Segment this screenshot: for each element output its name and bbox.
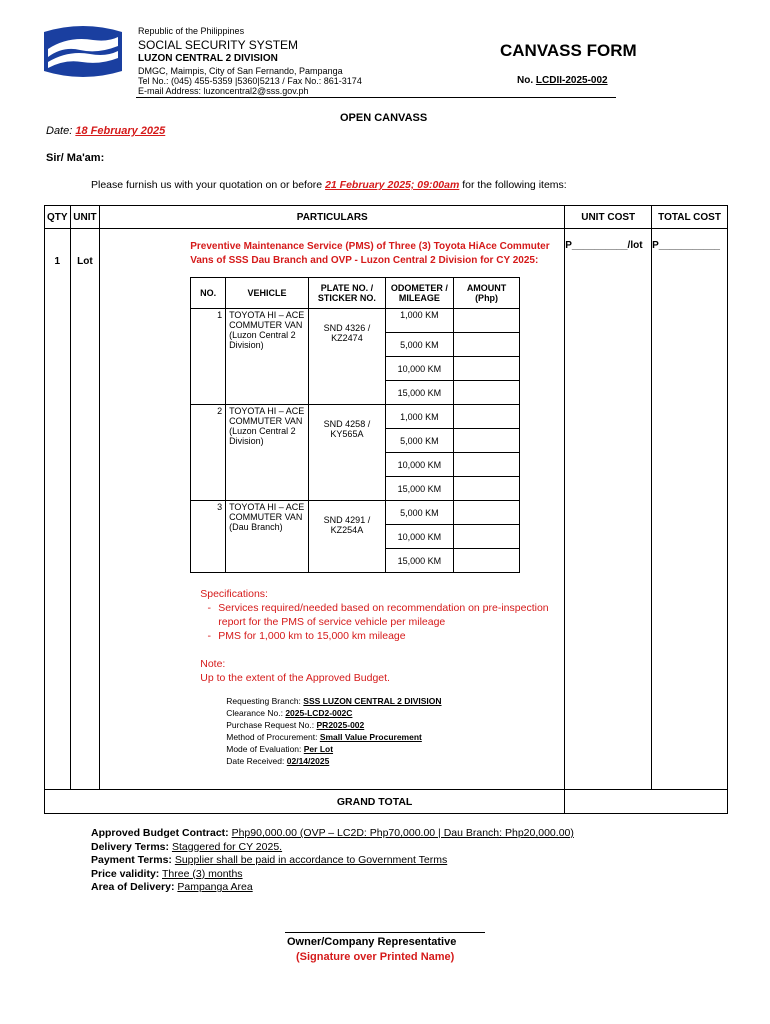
grand-total-label: GRAND TOTAL <box>45 790 565 814</box>
vehicle-name: TOYOTA HI – ACE COMMUTER VAN (Luzon Central 2 Division) <box>226 309 309 405</box>
signature-title: Owner/Company Representative <box>287 936 457 948</box>
amount-cell <box>453 381 519 405</box>
unit-header: UNIT <box>70 206 100 229</box>
plate-no: SND 4326 / KZ2474 <box>309 309 386 405</box>
date-value: 18 February 2025 <box>75 125 166 137</box>
particulars-cell <box>100 229 565 790</box>
detail-row <box>226 707 558 719</box>
vehicle-header: VEHICLE <box>226 278 309 309</box>
mileage: 5,000 KM <box>385 429 453 453</box>
detail-row <box>226 695 558 707</box>
payment-label: Payment Terms: <box>91 854 172 866</box>
detail-row <box>226 719 558 731</box>
plate-no: SND 4258 / KY565A <box>309 405 386 501</box>
vehicle-no: 1 <box>191 309 226 405</box>
detail-label: Method of Procurement: <box>226 732 318 742</box>
address-text: DMGC, Maimpis, City of San Fernando, Pampanga <box>138 66 343 76</box>
mileage: 5,000 KM <box>385 333 453 357</box>
amount-cell <box>453 357 519 381</box>
amount-cell <box>453 501 519 525</box>
unit-cell: Lot <box>70 229 100 790</box>
form-number <box>517 75 608 86</box>
mileage: 10,000 KM <box>385 453 453 477</box>
table-header-row <box>45 206 728 229</box>
detail-label: Clearance No.: <box>226 708 283 718</box>
mileage: 5,000 KM <box>385 501 453 525</box>
amount-cell <box>453 405 519 429</box>
org-name: SOCIAL SECURITY SYSTEM <box>138 38 299 52</box>
area-value: Pampanga Area <box>177 881 253 893</box>
mileage: 10,000 KM <box>385 357 453 381</box>
division-name: LUZON CENTRAL 2 DIVISION <box>138 53 278 64</box>
detail-label: Mode of Evaluation: <box>226 744 302 754</box>
payment-line <box>91 854 574 868</box>
plate-header: PLATE NO. / STICKER NO. <box>309 278 386 309</box>
item-row <box>45 229 728 790</box>
total-cost-cell: P___________ <box>652 229 728 790</box>
intro-before: Please furnish us with your quotation on or before <box>91 179 323 191</box>
tel-text: Tel No.: (045) 455-5359 |5360|5213 / Fax No.: 861-3174 <box>138 76 362 86</box>
intro-text <box>91 179 567 191</box>
vehicle-no: 2 <box>191 405 226 501</box>
canvass-type: OPEN CANVASS <box>340 112 428 124</box>
detail-row <box>226 755 558 767</box>
specifications <box>200 587 558 685</box>
date-line <box>46 125 165 137</box>
canvass-table <box>44 205 728 814</box>
republic-text: Republic of the Philippines <box>138 26 245 36</box>
detail-value: Small Value Procurement <box>319 732 422 742</box>
form-number-value: LCDII-2025-002 <box>535 75 608 86</box>
note-label: Note: <box>200 658 226 670</box>
detail-value: 02/14/2025 <box>286 756 330 766</box>
amount-cell <box>453 309 519 333</box>
mileage: 10,000 KM <box>385 525 453 549</box>
vehicle-table <box>190 277 520 573</box>
deadline: 21 February 2025; 09:00am <box>325 179 460 191</box>
particulars-header: PARTICULARS <box>100 206 565 229</box>
plate-no: SND 4291 / KZ254A <box>309 501 386 573</box>
area-label: Area of Delivery: <box>91 881 175 893</box>
amount-cell <box>453 525 519 549</box>
no-header: NO. <box>191 278 226 309</box>
abc-line <box>91 827 574 841</box>
detail-row <box>226 743 558 755</box>
detail-label: Requesting Branch: <box>226 696 301 706</box>
date-label: Date: <box>46 125 73 137</box>
delivery-line <box>91 841 574 855</box>
payment-value: Supplier shall be paid in accordance to Government Terms <box>174 854 448 866</box>
request-details <box>226 695 558 767</box>
service-title: Preventive Maintenance Service (PMS) of Three (3) Toyota HiAce Commuter Vans of SSS Dau Branch and OVP - Luzon Central 2 Division for CY 2025: <box>190 241 550 266</box>
vehicle-no: 3 <box>191 501 226 573</box>
grand-total-row <box>45 790 728 814</box>
sss-logo <box>38 24 128 79</box>
signature-subtitle: (Signature over Printed Name) <box>296 951 455 963</box>
delivery-value: Staggered for CY 2025. <box>171 840 283 853</box>
spec-item: - Services required/needed based on recommendation on pre-inspection report for the PMS of service vehicle per mileage <box>200 601 558 629</box>
abc-value: Php90,000.00 (OVP – LC2D: Php70,000.00 | Dau Branch: Php20,000.00) <box>231 827 574 839</box>
qty-header: QTY <box>45 206 71 229</box>
total-cost-header: TOTAL COST <box>652 206 728 229</box>
vehicle-header-row <box>191 278 520 309</box>
abc-label: Approved Budget Contract: <box>91 827 229 839</box>
detail-value: SSS LUZON CENTRAL 2 DIVISION <box>303 696 442 706</box>
amount-cell <box>453 453 519 477</box>
detail-row <box>226 731 558 743</box>
spec-item: - PMS for 1,000 km to 15,000 km mileage <box>207 630 406 642</box>
form-title: CANVASS FORM <box>500 41 637 60</box>
unit-cost-cell: P__________/lot <box>565 229 652 790</box>
detail-value: Per Lot <box>303 744 334 754</box>
table-row <box>191 309 520 333</box>
vehicle-name: TOYOTA HI – ACE COMMUTER VAN (Dau Branch) <box>226 501 309 573</box>
spec-text: Services required/needed based on recommendation on pre-inspection report for the PMS of service vehicle per mileage <box>218 602 549 628</box>
table-row <box>191 501 520 525</box>
validity-value: Three (3) months <box>162 867 243 880</box>
unit-cost-header: UNIT COST <box>565 206 652 229</box>
qty-cell: 1 <box>45 229 71 790</box>
mileage: 15,000 KM <box>385 381 453 405</box>
amount-header: AMOUNT (Php) <box>453 278 519 309</box>
mileage: 15,000 KM <box>385 477 453 501</box>
detail-value: PR2025-002 <box>316 720 365 730</box>
form-number-label: No. <box>517 75 534 86</box>
note-text: Up to the extent of the Approved Budget. <box>200 672 390 684</box>
mileage: 15,000 KM <box>385 549 453 573</box>
amount-cell <box>453 549 519 573</box>
vehicle-name: TOYOTA HI – ACE COMMUTER VAN (Luzon Central 2 Division) <box>226 405 309 501</box>
delivery-label: Delivery Terms: <box>91 840 170 853</box>
mileage: 1,000 KM <box>385 309 453 333</box>
area-line <box>91 881 574 895</box>
detail-label: Purchase Request No.: <box>226 720 315 730</box>
validity-line <box>91 868 574 882</box>
mileage: 1,000 KM <box>385 405 453 429</box>
terms-block <box>91 827 574 895</box>
amount-cell <box>453 333 519 357</box>
email-text: E-mail Address: luzoncentral2@sss.gov.ph <box>138 86 309 96</box>
spec-text: PMS for 1,000 km to 15,000 km mileage <box>218 630 406 642</box>
amount-cell <box>453 429 519 453</box>
detail-value: 2025-LCD2-002C <box>285 708 353 718</box>
amount-cell <box>453 477 519 501</box>
header-divider <box>136 97 616 98</box>
signature-line <box>285 932 485 933</box>
validity-label: Price validity: <box>91 867 160 880</box>
table-row <box>191 405 520 429</box>
detail-label: Date Received: <box>226 756 285 766</box>
salutation: Sir/ Ma'am: <box>46 152 105 164</box>
intro-after: for the following items: <box>462 179 567 191</box>
grand-total-value <box>565 790 728 814</box>
odometer-header: ODOMETER / MILEAGE <box>385 278 453 309</box>
specs-label: Specifications: <box>200 588 268 600</box>
